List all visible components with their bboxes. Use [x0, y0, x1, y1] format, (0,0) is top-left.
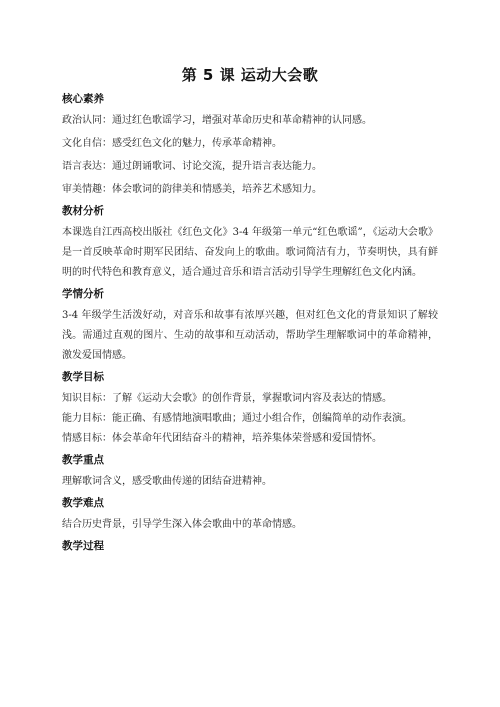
- teaching-goal-emotion: 情感目标：体会革命年代团结奋斗的精神，培养集体荣誉感和爱国情怀。: [62, 433, 382, 444]
- core-literacy-line-2: 文化自信：感受红色文化的魅力，传承革命精神。: [62, 138, 282, 149]
- heading-teaching-goals: 教学目标: [62, 371, 104, 383]
- heading-core-literacy: 核心素养: [62, 93, 104, 105]
- document-body: [62, 92, 438, 553]
- student-analysis-text: 3-4 年级学生活泼好动，对音乐和故事有浓厚兴趣，但对红色文化的背景知识了解较浅。需通过直观的图片、生动的故事和互动活动，帮助学生理解歌词中的革命精神，激发爱国情感。: [62, 310, 438, 361]
- key-points-text: 理解歌词含义，感受歌曲传递的团结奋进精神。: [62, 476, 272, 487]
- heading-key-points: 教学重点: [62, 454, 104, 466]
- core-literacy-line-3: 语言表达：通过朗诵歌词、讨论交流，提升语言表达能力。: [62, 161, 322, 172]
- teaching-goal-knowledge: 知识目标：了解《运动大会歌》的创作背景，掌握歌词内容及表达的情感。: [62, 393, 392, 404]
- material-analysis-text: 本课选自江西高校出版社《红色文化》3-4 年级第一单元“红色歌谣”，《运动大会歌》是一首反映革命时期军民团结、奋发向上的歌曲。歌词简洁有力，节奏明快，具有鲜明的时代特色和教育意义，适合通过音乐和语言活动引导学生理解红色文化内涵。: [62, 227, 438, 278]
- core-literacy-line-4: 审美情趣：体会歌词的韵律美和情感美，培养艺术感知力。: [62, 184, 322, 195]
- difficulties-text: 结合历史背景，引导学生深入体会歌曲中的革命情感。: [62, 519, 302, 530]
- heading-difficulties: 教学难点: [62, 497, 104, 509]
- heading-process: 教学过程: [62, 540, 104, 552]
- heading-material-analysis: 教材分析: [62, 205, 104, 217]
- teaching-goal-ability: 能力目标：能正确、有感情地演唱歌曲；通过小组合作，创编简单的动作表演。: [62, 413, 412, 424]
- core-literacy-line-1: 政治认同：通过红色歌谣学习，增强对革命历史和革命精神的认同感。: [62, 115, 372, 126]
- lesson-title: 第 5 课 运动大会歌: [181, 66, 319, 84]
- heading-student-analysis: 学情分析: [62, 288, 104, 300]
